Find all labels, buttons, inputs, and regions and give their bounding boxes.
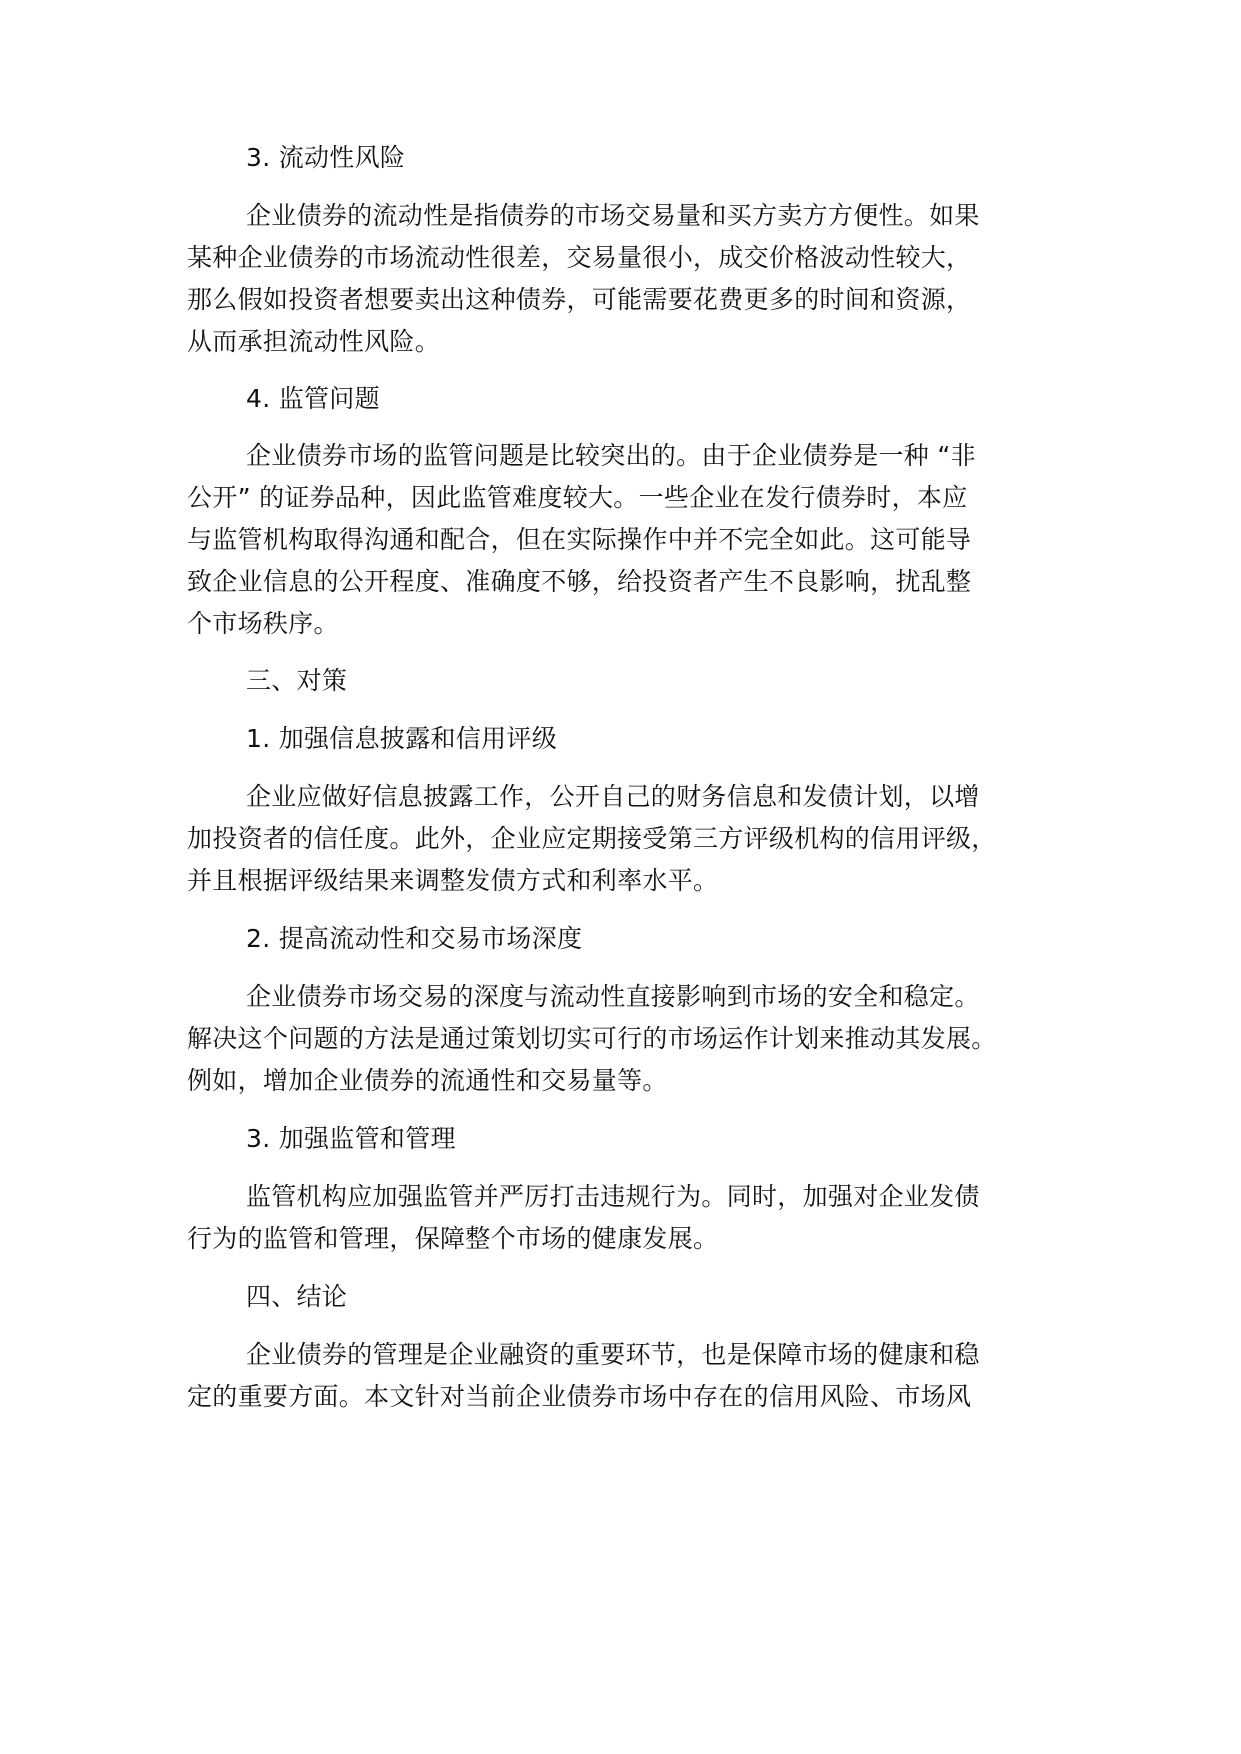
section-heading-liquidity-depth: 2. 提高流动性和交易市场深度 [246,924,583,953]
paragraph-line: 公开” 的证券品种，因此监管难度较大。一些企业在发行债券时，本应 [187,483,968,512]
paragraph-line: 企业债券市场的监管问题是比较突出的。由于企业债券是一种 “非 [246,441,976,470]
paragraph-line: 那么假如投资者想要卖出这种债券，可能需要花费更多的时间和资源， [187,285,972,314]
section-heading-liquidity-risk: 3. 流动性风险 [246,143,406,172]
chapter-heading-conclusion: 四、结论 [246,1282,348,1311]
section-heading-disclosure-rating: 1. 加强信息披露和信用评级 [246,724,558,753]
paragraph-line: 企业债券的流动性是指债券的市场交易量和买方卖方方便性。如果 [246,201,980,230]
paragraph-line: 定的重要方面。本文针对当前企业债券市场中存在的信用风险、市场风 [187,1382,972,1411]
paragraph-line: 企业债券的管理是企业融资的重要环节，也是保障市场的健康和稳 [246,1340,980,1369]
chapter-heading-countermeasures: 三、对策 [246,666,348,695]
paragraph-line: 与监管机构取得沟通和配合，但在实际操作中并不完全如此。这可能导 [187,525,972,554]
paragraph-line: 从而承担流动性风险。 [187,327,441,356]
paragraph-line: 加投资者的信任度。此外，企业应定期接受第三方评级机构的信用评级， [187,824,997,853]
paragraph-line: 例如，增加企业债券的流通性和交易量等。 [187,1066,668,1095]
paragraph-line: 行为的监管和管理，保障整个市场的健康发展。 [187,1224,719,1253]
paragraph-line: 监管机构应加强监管并严厉打击违规行为。同时，加强对企业发债 [246,1182,980,1211]
paragraph-line: 致企业信息的公开程度、准确度不够，给投资者产生不良影响，扰乱整 [187,567,972,596]
paragraph-line: 个市场秩序。 [187,609,339,638]
section-heading-supervision: 3. 加强监管和管理 [246,1124,456,1153]
paragraph-line: 某种企业债券的市场流动性很差，交易量很小，成交价格波动性较大， [187,243,972,272]
paragraph-line: 并且根据评级结果来调整发债方式和利率水平。 [187,866,719,895]
paragraph-line: 企业债券市场交易的深度与流动性直接影响到市场的安全和稳定。 [246,982,980,1011]
paragraph-line: 解决这个问题的方法是通过策划切实可行的市场运作计划来推动其发展。 [187,1024,997,1053]
paragraph-line: 企业应做好信息披露工作，公开自己的财务信息和发债计划，以增 [246,782,980,811]
section-heading-regulation-issues: 4. 监管问题 [246,384,380,413]
